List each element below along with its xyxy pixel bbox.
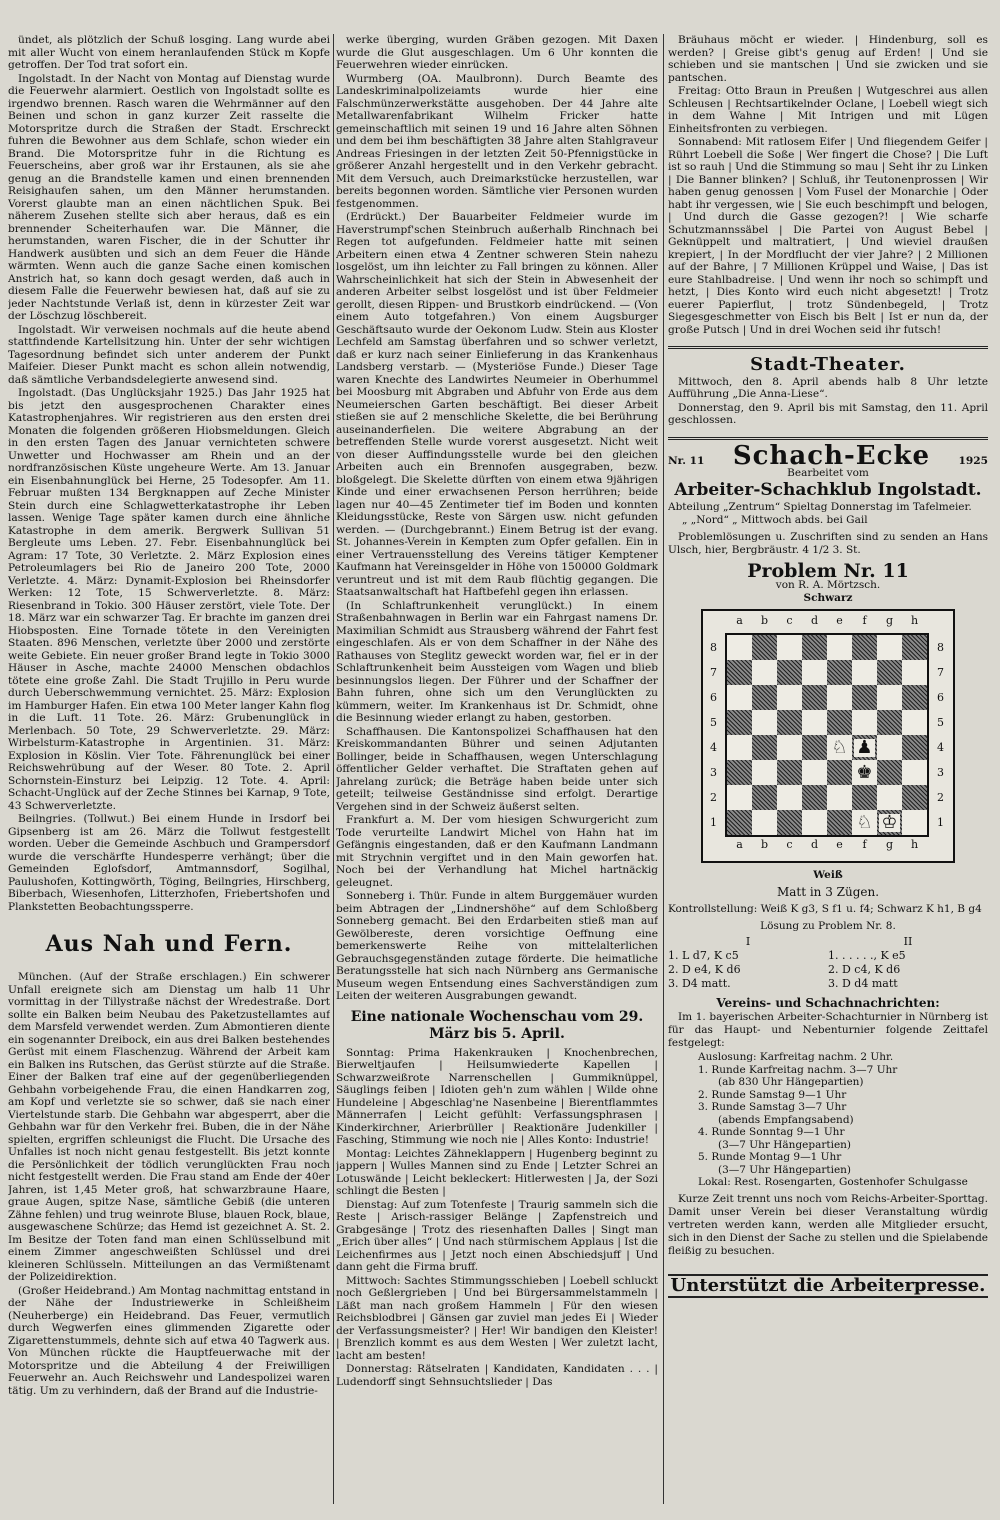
square-b1 (752, 810, 777, 835)
square-f1 (852, 810, 877, 835)
square-b5 (752, 710, 777, 735)
rank-label: 8 (937, 641, 944, 654)
file-label: h (910, 838, 919, 851)
square-h2 (902, 785, 927, 810)
article-paragraph: Frankfurt a. M. Der vom hiesigen Schwurgericht zum Tode verurteilte Landwirt Michel von Hahn hat im Gefängnis eingestanden, daß er den Kaufmann Landmann mit Strychnin vergiftet und in den Main geworfen hat. Noch bei der Verhandlung hat Michel hartnäckig geleugnet. (336, 814, 658, 889)
divider (668, 437, 988, 440)
square-a7 (727, 660, 752, 685)
file-label: f (862, 838, 867, 851)
square-d6 (802, 685, 827, 710)
square-f3 (852, 760, 877, 785)
square-c5 (777, 710, 802, 735)
square-g7 (877, 660, 902, 685)
news-text: Im 1. bayerischen Arbeiter-Schachturnier in Nürnberg ist für das Haupt- und Nebenturnier folgende Zeittafel festgelegt: (668, 1011, 988, 1049)
tournament-schedule (668, 1051, 988, 1189)
square-e1 (827, 810, 852, 835)
club-name: Arbeiter-Schachklub Ingolstadt. (674, 480, 982, 500)
square-g3 (877, 760, 902, 785)
rank-labels (710, 635, 717, 835)
footer-slogan: Unterstützt die Arbeiterpresse. (668, 1274, 988, 1299)
article-paragraph: Beilngries. (Tollwut.) Bei einem Hunde in Irsdorf bei Gipsenberg ist am 26. März die Tollwut festgestellt worden. Ueber die Gemeinde Aschbuch und Grampersdorf wurde die verschärfte Hundesperre verhängt; über die Gemeinden Eglofsdorf, Amtmannsdorf, Sogilhal, Paulushofen, Kottingwörth, Töging, Beilngries, Hirschberg, Biberbach, Wiesenhofen, Litterzhofen, Friebertshofen und Plankstetten Beobachtungssperre. (8, 813, 330, 913)
square-g8 (877, 635, 902, 660)
rank-label: 4 (710, 741, 717, 754)
rank-label: 3 (710, 766, 717, 779)
schedule-line: (3—7 Uhr Hängepartien) (718, 1138, 852, 1151)
club-section: Abteilung „Zentrum“ Spieltag Donnerstag im Tafelmeier. (668, 500, 972, 513)
square-g6 (877, 685, 902, 710)
square-a4 (727, 735, 752, 760)
file-label: a (736, 614, 743, 627)
article-paragraph: Ingolstadt. (Das Unglücksjahr 1925.) Das Jahr 1925 hat bis jetzt den ausgesprochenen Charakter eines Katastrophenjahres. Wir registrieren aus den ersten drei Monaten die folgenden größeren Hiobsmeldungen. Gleich in den ersten Tagen des Januar vernichteten schwere Unwetter und Hochwasser am Rhein und an der nordfranzösischen Küste ungeheure Werte. Am 13. Januar ein Eisenbahnunglück bei Herne, 25 Todesopfer. Am 11. Februar mußten 134 Bergknappen auf Zeche Minister Stein durch eine Schlagwetterkatastrophe ihr Leben lassen. Wenige Tage später kamen durch eine ähnliche Katastrophe in dem amerik. Bergwerk Sullivan 51 Bergleute ums Leben. 27. Febr. Eisenbahnunglück bei Agram: 17 Tote, 30 Verletzte. 2. März Explosion eines Petroleumlagers bei Rio de Janeiro 200 Tote, 2000 Verletzte. 4. März: Dynamit-Explosion bei Rheinsdorfer Werken: 12 Tote, 15 Schwerverletzte. 8. März: Riesenbrand in Tokio. 300 Häuser zerstört, viele Tote. Der 18. März war ein schwarzer Tag. Er brachte im ganzen drei Hiobsposten. Eine Tornade tötete in den Vereinigten Staaten. 896 Menschen, verletzte über 2000 und zerstörte weite Gebiete. Ein neuer großer Brand legte in Tokio 3000 Häuser in Asche, machte 24000 Menschen obdachlos tötete eine große Zahl. Die Stadt Trujillo in Peru wurde durch Ueberschwemmung vernichtet. 25. März: Explosion im Hamburger Hafen. Ein etwa 100 Meter langer Kahn flog in die Luft. 11 Tote. 26. März: Grubenunglück in Merlenbach. 50 Tote, 29 Schwerverletzte. 29. März: Wirbelsturm-Katastrophe in Argentinien. 31. März: Explosion in Köslin. Vier Tote. Fährenunglück bei einer Reichswehrübung auf der Weser. 80 Tote. 2. April Schornstein-Einsturz bei Leipzig. 12 Tote. 4. April: Schacht-Unglück auf der Zeche Stinnes bei Karnap, 9 Tote, 43 Schwerverletzte. (8, 387, 330, 812)
file-label: f (862, 614, 867, 627)
rank-label: 5 (710, 716, 717, 729)
solution-move: 2. D e4, K d6 (668, 962, 741, 976)
square-e3 (827, 760, 852, 785)
control-position: Kontrollstellung: Weiß K g3, S f1 u. f4; Schwarz K h1, B g4 (668, 902, 982, 915)
solution-column-2 (828, 935, 988, 991)
square-c8 (777, 635, 802, 660)
schedule-line: 5. Runde Montag 9—1 Uhr (698, 1151, 842, 1163)
square-a5 (727, 710, 752, 735)
schach-number: Nr. 11 (668, 454, 705, 467)
article-paragraph: werke überging, wurden Gräben gezogen. Mit Daxen wurde die Glut ausgeschlagen. Um 6 Uhr konnten die Feuerwehren wieder einrücken. (336, 34, 658, 71)
file-label: c (786, 838, 793, 851)
column-right (668, 34, 988, 1514)
solution-move: 2. D c4, K d6 (828, 962, 901, 976)
square-f4 (852, 735, 877, 760)
chess-piece-icon: ♘ (831, 736, 848, 758)
square-d5 (802, 710, 827, 735)
rank-labels (937, 635, 944, 835)
solution-table (668, 935, 988, 991)
rank-label: 2 (937, 791, 944, 804)
chess-piece-icon: ♟ (856, 736, 873, 758)
verse-paragraph: Sonntag: Prima Hakenkrauken | Knochenbrechen, Bierweltjaufen | Heilsumwiederte Kapellen | Schwarzweißrote Narrenschellen | Gummiknüppel, Säuglings feiben | Idioten geh'n zum wählen | Wilde ohne Hundeleine | Abgeschlag'ne Nasenbeine | Bierentflammtes Männerrafen | Leicht gefühlt: Verfassungsphrasen | Kinderkirchner, Arierbrüller | Reaktionäre Judenkiller | Fasching, Stimmung wie noch nie | Alles Konto: Industrie! (336, 1046, 658, 1146)
square-e8 (827, 635, 852, 660)
black-label: Schwarz (803, 592, 853, 604)
file-label: g (885, 614, 894, 627)
article-paragraph: (Erdrückt.) Der Bauarbeiter Feldmeier wurde im Haverstrumpf'schen Steinbruch außerhalb Rinchnach bei Regen tot aufgefunden. Feldmeier hatte mit seinen Arbeitern einen etwa 4 Zentner schweren Stein nahezu losgelöst, um ihn leichter zu Fall bringen zu können. Aller Wahrscheinlichkeit hat sich der Stein in Abwesenheit der anderen Arbeiter selbst losgelöst und ist über Feldmeier gerollt, diesen Rippen- und Brustkorb eindrückend. — (Von einem Auto totgefahren.) Von einem Augsburger Geschäftsauto wurde der Oekonom Ludw. Stein aus Kloster Lechfeld am Samstag überfahren und so schwer verletzt, daß er kurz nach seiner Einlieferung in das Krankenhaus Landsberg verstarb. — (Mysteriöse Funde.) Dieser Tage waren Knechte des Landwirtes Neumeier in Oberhummel bei Moosburg mit Abgraben und Abfuhr von Erde aus dem Neumeierschen Garten beschäftigt. Bei dieser Arbeit stießen sie auf 2 menschliche Skelette, die bei Berührung auseinanderfielen. Die weitere Abgrabung an der betreffenden Stelle wurde vorerst ausgesetzt. Nicht weit von dieser Auffindungsstelle wurde bei den gleichen Arbeiten auch ein Brennofen ausgegraben, bezw. bloßgelegt. Die Skelette dürften von einem etwa 9jährigen Kinde und einer erwachsenen Person herrühren; beide lagen nur 40—45 Zentimeter tief im Boden und konnten Kleidungsstücke, Reste von Särgen usw. nicht gefunden werden. — (Durchgebrannt.) Einem Betrug ist der evang. St. Johannes-Verein in Kempten zum Opfer gefallen. Ein in einer Vertrauensstellung des Vereins tätiger Kemptener Kaufmann hat Vereinsgelder in Höhe von 150000 Goldmark veruntreut und ist mit dem Raub flüchtig gegangen. Die Staatsanwaltschaft hat Haftbefehl gegen ihn erlassen. (336, 211, 658, 598)
submission-note: Problemlösungen u. Zuschriften sind zu senden an Hans Ulsch, hier, Bergbräustr. 4 1/2 3. St. (668, 530, 988, 556)
rank-label: 5 (937, 716, 944, 729)
rank-label: 6 (937, 691, 944, 704)
club-section: „ „Nord“ „ Mittwoch abds. bei Gail (682, 513, 868, 526)
file-label: b (760, 614, 769, 627)
schedule-line: (ab 830 Uhr Hängepartien) (718, 1076, 864, 1088)
schedule-line: 1. Runde Karfreitag nachm. 3—7 Uhr (698, 1063, 898, 1076)
rank-label: 6 (710, 691, 717, 704)
square-b7 (752, 660, 777, 685)
white-label: Weiß (813, 869, 843, 881)
square-a2 (727, 785, 752, 810)
theater-line: Donnerstag, den 9. April bis mit Samstag, den 11. April geschlossen. (668, 401, 988, 426)
square-d7 (802, 660, 827, 685)
square-c6 (777, 685, 802, 710)
schach-header (668, 440, 988, 471)
square-a8 (727, 635, 752, 660)
square-h6 (902, 685, 927, 710)
square-e5 (827, 710, 852, 735)
verse-paragraph: Freitag: Otto Braun in Preußen | Wutgeschrei aus allen Schleusen | Rechtsartikelnder Oclane, | Loebell wiegt sich in dem Wahne | Mit Intrigen und mit Lügen Einheitsfronten zu verbiegen. (668, 85, 988, 135)
column-left (8, 34, 330, 1514)
square-d4 (802, 735, 827, 760)
file-label: h (910, 614, 919, 627)
square-e6 (827, 685, 852, 710)
square-c1 (777, 810, 802, 835)
article-paragraph: München. (Auf der Straße erschlagen.) Ein schwerer Unfall ereignete sich am Dienstag um halb 11 Uhr vormittag in der Tillystraße nächst der Wredestraße. Dort sollte ein Balken beim Neubau des Paketzustellamtes auf dem Marsfeld verwendet werden. Zum Abmontieren diente ein sogenannter Dreibock, ein aus drei Balken bestehendes Gerüst mit einem Flaschenzug. Während der Arbeit kam ein Balken ins Rutschen, das Gerüst stürzte auf die Straße. Einer der Balken traf eine auf der gegenüberliegenden Gehbahn vorbeigehende Frau, die einen Handkarren zog, am Kopf und verletzte sie so schwer, daß sie nach einer Viertelstunde starb. Die Gehbahn war abgesperrt, aber die Gehbahn war für den Verkehr frei. Buben, die in der Nähe spielten, ergriffen schleunigst die Flucht. Die Ursache des Unfalles ist noch nicht genau festgestellt. Bis jetzt konnte die Persönlichkeit der tödlich verunglückten Frau noch nicht festgestellt werden. Die Frau stand am Ende der 40er Jahren, ist 1,45 Meter groß, hat schwarzbraune Haare, graue Augen, spitze Nase, sämtliche Gebiß (die unteren Zähne fehlen) und trug weinrote Bluse, blauen Rock, blaue, ausgewaschene Schürze; das Hemd ist gezeichnet A. St. 2. Im Besitze der Toten fand man einen Schlüsselbund mit einem Zimmer angeschweißten Schlüssel und drei kleineren Schlüsseln. Mitteilungen an das Vermißtenamt der Polizeidirektion. (8, 971, 330, 1283)
square-h7 (902, 660, 927, 685)
schedule-line: Auslosung: Karfreitag nachm. 2 Uhr. (698, 1051, 894, 1063)
square-e7 (827, 660, 852, 685)
square-a6 (727, 685, 752, 710)
square-d3 (802, 760, 827, 785)
rank-label: 4 (937, 741, 944, 754)
solution-move: 3. D d4 matt (828, 976, 898, 990)
chess-piece-icon: ♘ (856, 811, 873, 833)
square-f7 (852, 660, 877, 685)
solution-heading: II (903, 934, 913, 948)
square-h5 (902, 710, 927, 735)
file-label: d (810, 614, 819, 627)
closing-note: Kurze Zeit trennt uns noch vom Reichs-Arbeiter-Sporttag. Damit unser Verein bei dieser Veranstaltung würdig vertreten werden kann, werden alle Mitglieder ersucht, sich in den Dienst der Sache zu stellen und die Spielabende fleißig zu besuchen. (668, 1192, 988, 1257)
square-c4 (777, 735, 802, 760)
article-paragraph: Ingolstadt. Wir verweisen nochmals auf die heute abend stattfindende Kartellsitzung hin. Unter der sehr wichtigen Tagesordnung befindet sich unter anderem der Punkt Maifeier. Dieser Punkt macht es schon allein notwendig, daß sämtliche Verbandsdelegierte anwesend sind. (8, 323, 330, 386)
square-b3 (752, 760, 777, 785)
article-paragraph: Wurmberg (OA. Maulbronn). Durch Beamte des Landeskriminalpolizeiamts wurde hier eine Falschmünzerwerkstätte ausgehoben. Der 44 Jahre alte Metallwarenfabrikant Wilhelm Fricker hatte gemeinschaftlich mit seinen 19 und 16 Jahre alten Söhnen und dem bei ihm beschäftigten 38 Jahre alten Stahlgraveur Andreas Friesingen in der letzten Zeit 50-Pfennigstücke in größerer Anzahl hergestellt und in den Verkehr gebracht. Mit dem Versuch, auch Dreimarkstücke herzustellen, war bereits begonnen worden. Sämtliche vier Personen wurden festgenommen. (336, 72, 658, 210)
file-label: a (736, 838, 743, 851)
solution-heading: I (745, 934, 751, 948)
square-h4 (902, 735, 927, 760)
file-label: e (836, 614, 843, 627)
rank-label: 7 (937, 666, 944, 679)
chess-piece-icon: ♔ (881, 811, 898, 833)
column-rule (333, 34, 334, 1504)
article-paragraph: Sonneberg i. Thür. Funde in altem Burggemäuer wurden beim Abtragen der „Lindnershöhe“ auf dem Schloßberg Sonneberg gemacht. Bei den Erdarbeiten stieß man auf Gewölbereste, deren vorsichtige Oeffnung eine bemerkenswerte Reihe von mittelalterlichen Gebrauchsgegenständen zutage förderte. Die heimatliche Beratungsstelle hat sich nach Nürnberg ans Germanische Museum wegen Entsendung eines Sachverständigen zum Leiten der weiteren Ausgrabungen gewandt. (336, 890, 658, 1002)
problem-author: von R. A. Mörtzsch. (775, 579, 881, 591)
square-e2 (827, 785, 852, 810)
square-h1 (902, 810, 927, 835)
column-rule (663, 34, 664, 1504)
news-title: Vereins- und Schachnachrichten: (716, 995, 940, 1010)
verse-paragraph: Mittwoch: Sachtes Stimmungsschieben | Loebell schluckt noch Geßlergrieben | Und bei Bürgersammelstammeln | Läßt man nach großem Hammeln | Für den wiesen Reichsblodbrei | Gänsen gar zuviel man jedes Ei | Wieder der Verfassungsmeister? | Her! Wir bandigen den Kleister! | Brenzlich kommt es aus dem Westen | Wer zuletzt lacht, lacht am besten! (336, 1274, 658, 1362)
divider (668, 346, 988, 349)
square-a3 (727, 760, 752, 785)
verse-paragraph: Sonnabend: Mit ratlosem Eifer | Und fliegendem Geifer | Rührt Loebell die Soße | Wer fingert die Chose? | Die Luft ist so rauh | Und die Stimmung so mau | Seht ihr zu Linken | Die Banner blinken? | Schluß, ihr Teutonenprossen | Wir haben genug genossen | Vom Fusel der Monarchie | Oder habt ihr vergessen, wie | Sie euch beschimpft und belogen, | Und durch die Gasse gezogen?! | Wie scharfe Schutzmannssäbel | Die Partei von August Bebel | Geknüppelt und maltratiert, | Und wieviel draußen krepiert, | In der Mordflucht der vier Jahre? | 2 Millionen auf der Bahre, | 7 Millionen Krüppel und Waise, | Das ist eure Stahlbadreise. | Und wenn ihr noch so schimpft und hetzt, | Dies Konto wird euch nicht abgesetzt! | Trotz euerer Papierflut, | trotz Sündenbegeld, | Trotz Siegesgeschmetter von Eisch bis Belt | Ist er nun da, der große Putsch | Und in drei Wochen seid ihr futsch! (668, 136, 988, 336)
chess-board (725, 633, 929, 837)
rank-label: 3 (937, 766, 944, 779)
schach-title: Schach-Ecke (732, 440, 930, 471)
article-paragraph: Ingolstadt. In der Nacht von Montag auf Dienstag wurde die Feuerwehr alarmiert. Oestlich von Ingolstadt sollte es irgendwo brennen. Rasch waren die Wehrmänner auf den Beinen und schon in ganz kurzer Zeit rasselte die Motorspritze durch die Straßen der Stadt. Erschreckt fuhren die Bewohner aus dem Schlafe, schon wieder ein Brand. Die Motorspritze fuhr in die Richtung es Feuerscheins, aber groß war ihr Erstaunen, als sie ahe genug an die Brandstelle kamen und einen brennenden Reisighaufen sahen, um den Männer herumstanden. Vorerst glaubte man an einen nächtlichen Spuk. Bei näherem Zusehen stellte sich aber heraus, daß es ein brennender Scheiterhaufen war. Die Männer, die herumstanden, waren Fischer, die in der Schutter ihr Handwerk ausübten und sich an dem Feuer die Hände wärmten. Wenn auch die ganze Sache einen komischen Anstrich hat, so kann doch gesagt werden, daß auch in diesem Falle die Feuerwehr bewiesen hat, daß auf sie zu jeder Nachtstunde Verlaß ist, denn in kürzester Zeit war der Löschzug löschbereit. (8, 72, 330, 322)
square-f6 (852, 685, 877, 710)
square-g2 (877, 785, 902, 810)
square-b2 (752, 785, 777, 810)
square-g4 (877, 735, 902, 760)
file-labels (727, 839, 927, 852)
problem-title: Problem Nr. 11 (747, 559, 909, 582)
square-d1 (802, 810, 827, 835)
square-f2 (852, 785, 877, 810)
rank-label: 2 (710, 791, 717, 804)
article-paragraph: (In Schlaftrunkenheit verunglückt.) In einem Straßenbahnwagen in Berlin war ein Fahrgast namens Dr. Maximilian Schmidt aus Strausberg während der Fahrt fest eingeschlafen. Als er von dem Schaffner in der Nähe des Rathauses von Steglitz geweckt worden war, fiel er in der Schlaftrunkenheit beim Aussteigen vom Wagen und blieb besinnungslos liegen. Der Führer und der Schaffner der Bahn fuhren, ohne sich um den Verunglückten zu kümmern, weiter. Im Krankenhaus ist Dr. Schmidt, ohne die Besinnung wieder erlangt zu haben, gestorben. (336, 599, 658, 724)
section-heading: Eine nationale Wochenschau vom 29. März bis 5. April. (350, 1008, 644, 1042)
article-paragraph: Schaffhausen. Die Kantonspolizei Schaffhausen hat den Kreiskommandanten Bührer und seinen Adjutanten Bollinger, beide in Schaffhausen, wegen Unterschlagung öffentlicher Gelder verhaftet. Die Straftaten gehen auf Jahrelang zurück; die Beträge haben beide unter sich geteilt; teilweise Geständnisse sind erfolgt. Derartige Vergehen sind in der Schweiz äußerst selten. (336, 725, 658, 813)
schach-subtitle: Bearbeitet vom (787, 467, 869, 479)
chess-piece-icon: ♚ (856, 761, 873, 783)
article-paragraph: (Großer Heidebrand.) Am Montag nachmittag entstand in der Nähe der Industriewerke in Schleißheim (Neuherberge) ein Heidebrand. Das Feuer, vermutlich durch Wegwerfen eines glimmenden Zigarette oder Zigarettenstummels, dehnte sich auf etwa 40 Tagwerk aus. Von München rückte die Hauptfeuerwache mit der Motorspritze und die Abteilung 4 der Freiwilligen Feuerwehr an. Auch Reichswehr und Landespolizei waren tätig. Um zu verhindern, daß der Brand auf die Industrie- (8, 1284, 330, 1397)
schedule-line: 4. Runde Sonntag 9—1 Uhr (698, 1126, 845, 1138)
solution-title: Lösung zu Problem Nr. 8. (760, 919, 896, 932)
square-a1 (727, 810, 752, 835)
square-d2 (802, 785, 827, 810)
rank-label: 1 (710, 816, 717, 829)
square-e4 (827, 735, 852, 760)
schach-year: 1925 (958, 454, 988, 467)
square-g5 (877, 710, 902, 735)
verse-paragraph: Montag: Leichtes Zähneklappern | Hugenberg beginnt zu jappern | Wulles Mannen sind zu Ende | Letzter Schrei an Lotuswände | Leicht bekleckert: Hitlerwesten | Ja, der Sozi schlingt die Besten | (336, 1147, 658, 1197)
file-labels (727, 615, 927, 628)
theater-title: Stadt-Theater. (750, 354, 906, 375)
file-label: d (810, 838, 819, 851)
square-h8 (902, 635, 927, 660)
square-b8 (752, 635, 777, 660)
square-c7 (777, 660, 802, 685)
square-c2 (777, 785, 802, 810)
theater-line: Mittwoch, den 8. April abends halb 8 Uhr letzte Aufführung „Die Anna-Liese“. (668, 375, 988, 400)
square-b4 (752, 735, 777, 760)
solution-move: 3. D4 matt. (668, 976, 731, 990)
section-heading: Aus Nah und Fern. (45, 931, 293, 957)
square-g1 (877, 810, 902, 835)
schedule-line: Lokal: Rest. Rosengarten, Gostenhofer Schulgasse (698, 1176, 968, 1188)
square-f5 (852, 710, 877, 735)
chess-diagram (701, 609, 955, 863)
solution-move: 1. . . . . ., K e5 (828, 948, 906, 962)
square-f8 (852, 635, 877, 660)
schedule-line: (3—7 Uhr Hängepartien) (718, 1163, 852, 1176)
rank-label: 8 (710, 641, 717, 654)
file-label: b (760, 838, 769, 851)
file-label: e (836, 838, 843, 851)
schedule-line: 3. Runde Samstag 3—7 Uhr (698, 1101, 847, 1113)
square-b6 (752, 685, 777, 710)
solution-move: 1. L d7, K c5 (668, 948, 739, 962)
rank-label: 1 (937, 816, 944, 829)
verse-paragraph: Dienstag: Auf zum Totenfeste | Traurig sammeln sich die Reste | Arisch-rassiger Belänge | Zapfenstreich und Grabgesänge | Trotz des riesenhaften Dalles | Singt man „Erich über alles“ | Und nach stürmischem Applaus | Ist die Leichenfirmes aus | Jetzt noch einen Abschiedsjuff | Und dann geht die Firma bruff. (336, 1198, 658, 1273)
file-label: c (786, 614, 793, 627)
article-paragraph: ündet, als plötzlich der Schuß losging. Lang wurde abei mit aller Wucht von einem heranlaufenden Stück m Kopfe getroffen. Der Tod trat sofort ein. (8, 34, 330, 71)
verse-paragraph: Bräuhaus möcht er wieder. | Hindenburg, soll es werden? | Greise gibt's genug auf Erden! | Und sie schieben und sie mantschen | Und sie zwicken und sie pantschen. (668, 34, 988, 84)
mate-condition: Matt in 3 Zügen. (776, 885, 880, 899)
file-label: g (885, 838, 894, 851)
verse-paragraph: Donnerstag: Rätselraten | Kandidaten, Kandidaten . . . | Ludendorff singt Sehnsuchtslieder | Das (336, 1363, 658, 1388)
solution-column-1 (668, 935, 828, 991)
schedule-line: 2. Runde Samstag 9—1 Uhr (698, 1088, 847, 1101)
square-h3 (902, 760, 927, 785)
rank-label: 7 (710, 666, 717, 679)
square-d8 (802, 635, 827, 660)
column-middle (336, 34, 658, 1514)
square-c3 (777, 760, 802, 785)
schedule-line: (abends Empfangsabend) (718, 1113, 854, 1126)
